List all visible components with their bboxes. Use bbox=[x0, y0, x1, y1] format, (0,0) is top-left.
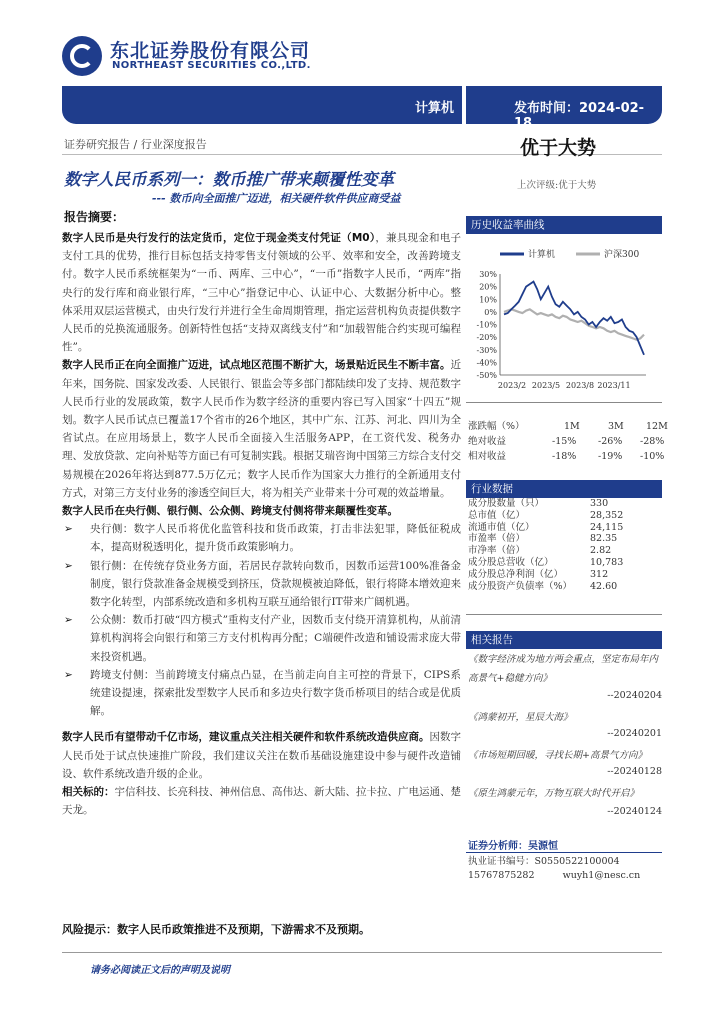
industry-cell: 42.60 bbox=[590, 580, 618, 592]
analyst-divider bbox=[466, 852, 662, 853]
arrow-bullet-icon: ➢ bbox=[64, 559, 73, 572]
bullet-item bbox=[62, 520, 461, 556]
footer-disclaimer: 请务必阅读正文后的声明及说明 bbox=[90, 965, 230, 976]
report-date: --20240124 bbox=[607, 806, 662, 817]
analyst-info bbox=[468, 855, 640, 883]
legend-label-0: 计算机 bbox=[528, 250, 556, 260]
arrow-bullet-icon: ➢ bbox=[64, 668, 73, 681]
industry-cell: 82.35 bbox=[590, 533, 618, 545]
chart-legend bbox=[500, 248, 639, 260]
industry-cell: 市盈率（倍） bbox=[468, 533, 526, 545]
x-tick-label: 2023/5 bbox=[531, 381, 561, 390]
summary-heading: 报告摘要： bbox=[64, 210, 125, 224]
bullet-item bbox=[62, 611, 461, 666]
y-tick-label: -30% bbox=[476, 345, 497, 355]
paragraph-1-text: ，兼具现金和电子支付工具的优势，推行目标包括支持零售支付领域的公平、效率和安全，改善跨境支付。数字人民币系统框架为“一币、两库、三中心”，“一币”指数字人民币，“两库”指央行的发行库和商业银行库，“三中心”指登记中心、认证中心、大数据分析中心。整体采用双层运营模式，由央行发行并进行全生命周期管理，指定运营机构负责提供数字人民币的兑换流通服务。创新特性包括“支持双离线支付”和“加载智能合约实现可编程性”。 bbox=[62, 232, 461, 354]
paragraph-5-text: 宇信科技、长亮科技、神州信息、高伟达、新大陆、拉卡拉、广电运通、楚天龙。 bbox=[62, 786, 461, 817]
industry-row bbox=[468, 498, 662, 510]
industry-cell: 24,115 bbox=[590, 521, 624, 533]
paragraph-4 bbox=[62, 728, 461, 783]
x-tick-label: 2023/11 bbox=[597, 381, 631, 390]
return-chart bbox=[466, 238, 662, 398]
logo-mark-icon bbox=[70, 44, 94, 68]
summary-body bbox=[62, 229, 461, 820]
y-tick-label: -40% bbox=[476, 358, 497, 368]
industry-cell: 市净率（倍） bbox=[468, 545, 526, 557]
perf-cell: -26% bbox=[598, 436, 623, 447]
paragraph-1-lead: 数字人民币是央行发行的法定货币，定位于现金类支付凭证（M0） bbox=[62, 232, 376, 244]
bullet-text: 银行侧：在传统存贷业务方面，若居民存款转向数币，因数币运营100%准备金制度，银行贷款准备金规模受到挤压，贷款规模被迫降低，银行将降本增效迎来数字化转型，内部系统改造和多机构互联互通给银行IT带来广阔机遇。 bbox=[90, 559, 461, 609]
industry-row bbox=[468, 522, 662, 534]
x-tick-label: 2023/2 bbox=[497, 381, 527, 390]
perf-cell: -18% bbox=[552, 451, 577, 462]
perf-cell: -10% bbox=[640, 451, 665, 462]
bullet-text: 公众侧：数币打破“四方模式”重构支付产业，因数币支付绕开清算机构，从前清算机构润将会向银行和第三方支付机构再分配；C端硬件改造和铺设需求庞大带来投资机遇。 bbox=[90, 614, 461, 663]
y-axis-ticks bbox=[477, 270, 498, 380]
paragraph-5-lead: 相关标的： bbox=[62, 786, 115, 799]
report-link[interactable]: 《数字经济成为地方两会重点，坚定布局年内高景气+稳健方向》 bbox=[468, 654, 659, 684]
perf-cell: -19% bbox=[598, 451, 623, 462]
analyst-contact bbox=[468, 869, 640, 883]
industry-row bbox=[468, 533, 662, 545]
chart-bottom-rule bbox=[466, 402, 662, 403]
publish-date: 发布时间：2024-02-18 bbox=[514, 101, 645, 131]
paragraph-2-text: 近年来，国务院、国家发改委、人民银行、银监会等多部门都陆续印发了支持、规范数字人民币行业的发展政策，数字人民币作为数字经济的重要内容已写入国家“十四五”规划。数字人民币试点已覆盖17个省市的26个地区，其中广东、江苏、河北、四川为全省试点。在应用场景上，数字人民币全面接入生活服务APP，在工资代发、税务办理、发放贷款、定向补贴等方面已有可复制实践。根据艾瑞咨询中国第三方综合支付交易规模在2026年将达到877.5万亿元；数字人民币作为国家大力推行的全新通用支付方式，对第三方支付业务的渗透空间巨大，将为相关产业带来十分可观的效益增量。 bbox=[62, 359, 461, 499]
y-tick-label: 10% bbox=[479, 295, 497, 305]
industry-cell: 总市值（亿） bbox=[468, 509, 526, 521]
analyst-email[interactable]: wuyh1@nesc.cn bbox=[562, 870, 641, 881]
industry-bar bbox=[62, 86, 462, 124]
perf-cell: 相对收益 bbox=[468, 451, 507, 462]
previous-rating: 上次评级:优于大势 bbox=[517, 180, 597, 191]
performance-header-row bbox=[468, 419, 668, 434]
report-link[interactable]: 《市场短期回暖，寻找长期+高景气方向》 bbox=[468, 750, 647, 761]
performance-row bbox=[468, 449, 665, 464]
industry-row bbox=[468, 545, 662, 557]
bullet-item bbox=[62, 557, 461, 612]
perf-header-cell: 3M bbox=[608, 421, 624, 432]
industry-cell: 10,783 bbox=[590, 556, 624, 568]
report-link[interactable]: 《鸿蒙初开，星辰大海》 bbox=[468, 712, 573, 723]
industry-data-table bbox=[468, 498, 662, 592]
bullet-item bbox=[62, 666, 461, 721]
y-tick-label: -50% bbox=[476, 371, 497, 380]
legend-label-1: 沪深300 bbox=[604, 250, 640, 260]
paragraph-3 bbox=[62, 502, 461, 520]
performance-row bbox=[468, 434, 665, 449]
report-link[interactable]: 《原生鸿蒙元年，万物互联大时代开启》 bbox=[468, 788, 640, 799]
x-tick-label: 2023/8 bbox=[565, 381, 595, 390]
risk-warning: 风险提示：数字人民币政策推进不及预期，下游需求不及预期。 bbox=[62, 923, 370, 936]
report-date: --20240201 bbox=[607, 728, 662, 739]
report-subtitle: --- 数币向全面推广迈进，相关硬件软件供应商受益 bbox=[152, 192, 401, 205]
chart-section-heading: 历史收益率曲线 bbox=[466, 216, 662, 234]
paragraph-5 bbox=[62, 783, 461, 819]
industry-cell: 2.82 bbox=[590, 545, 612, 557]
industry-cell: 成分股数量（只） bbox=[468, 498, 545, 509]
y-tick-label: 20% bbox=[479, 282, 497, 292]
perf-header-cell: 1M bbox=[564, 421, 580, 432]
publish-bar bbox=[466, 86, 662, 131]
related-reports-heading: 相关报告 bbox=[466, 631, 662, 649]
industry-row bbox=[468, 510, 662, 522]
paragraph-3-lead: 数字人民币在央行侧、银行侧、公众侧、跨境支付侧将带来颠覆性变革。 bbox=[62, 505, 398, 518]
bullet-text: 跨境支付侧：当前跨境支付痛点凸显，在当前走向自主可控的背景下，CIPS系统建设提速，探索批发型数字人民币和多边央行数字货币桥项目的结合或是优质解。 bbox=[90, 668, 461, 718]
perf-cell: 绝对收益 bbox=[468, 436, 507, 447]
paragraph-1 bbox=[62, 229, 461, 356]
paragraph-4-lead: 数字人民币有望带动千亿市场，建议重点关注相关硬件和软件系统改造供应商。 bbox=[62, 731, 430, 744]
industry-row bbox=[468, 581, 662, 593]
industry-cell: 成分股资产负债率（%） bbox=[468, 580, 573, 592]
paragraph-2 bbox=[62, 356, 461, 502]
y-tick-label: -20% bbox=[476, 333, 497, 343]
analyst-cert: 执业证书编号：S0550522100004 bbox=[468, 856, 620, 867]
company-name-en: NORTHEAST SECURITIES CO.,LTD. bbox=[112, 60, 311, 71]
breadcrumb: 证券研究报告 / 行业深度报告 bbox=[64, 138, 207, 151]
industry-data-heading: 行业数据 bbox=[466, 480, 662, 498]
industry-table-bottom-rule bbox=[466, 614, 662, 615]
industry-cell: 330 bbox=[590, 498, 609, 509]
chart-lines bbox=[504, 282, 644, 355]
paragraph-4-text: 因数字人民币处于试点快速推广阶段，我们建议关注在数币基础设施建设中参与硬件改造铺设、软件系统改造升级的企业。 bbox=[62, 731, 461, 780]
industry-cell: 312 bbox=[590, 568, 609, 580]
perf-header-cell: 12M bbox=[646, 421, 668, 432]
company-name-cn: 东北证券股份有限公司 bbox=[110, 40, 311, 62]
report-date: --20240204 bbox=[607, 690, 662, 701]
performance-table bbox=[468, 419, 668, 464]
rating: 优于大势 bbox=[520, 137, 597, 159]
industry-cell: 成分股总营收（亿） bbox=[468, 556, 554, 568]
perf-cell: -15% bbox=[552, 436, 577, 447]
y-tick-label: 0% bbox=[484, 307, 497, 317]
industry-cell: 流通市值（亿） bbox=[468, 521, 535, 533]
y-tick-label: 30% bbox=[479, 270, 497, 279]
series-line bbox=[504, 282, 644, 355]
report-title: 数字人民币系列一：数币推广带来颠覆性变革 bbox=[64, 170, 394, 189]
perf-header-cell: 涨跌幅（%） bbox=[468, 421, 525, 432]
analyst-phone: 15767875282 bbox=[468, 870, 535, 881]
industry-cell: 成分股总净利润（亿） bbox=[468, 568, 564, 580]
paragraph-2-lead: 数字人民币正在向全面推广迈进，试点地区范围不断扩大，场景贴近民生不断丰富。 bbox=[62, 359, 451, 372]
arrow-bullet-icon: ➢ bbox=[64, 614, 73, 627]
x-axis-ticks bbox=[498, 381, 631, 390]
industry-cell: 28,352 bbox=[590, 509, 624, 521]
footer-divider bbox=[62, 952, 662, 953]
industry-row bbox=[468, 569, 662, 581]
y-tick-label: -10% bbox=[476, 320, 497, 330]
perf-cell: -28% bbox=[640, 436, 665, 447]
industry-label: 计算机 bbox=[414, 101, 454, 116]
report-date: --20240128 bbox=[607, 766, 662, 777]
analyst-name: 证券分析师：吴源恒 bbox=[468, 841, 558, 852]
arrow-bullet-icon: ➢ bbox=[64, 523, 73, 536]
bullet-text: 央行侧：数字人民币将优化监管科技和货币政策，打击非法犯罪，降低征税成本，提高财税透明化，提升货币政策影响力。 bbox=[90, 523, 461, 554]
industry-row bbox=[468, 557, 662, 569]
